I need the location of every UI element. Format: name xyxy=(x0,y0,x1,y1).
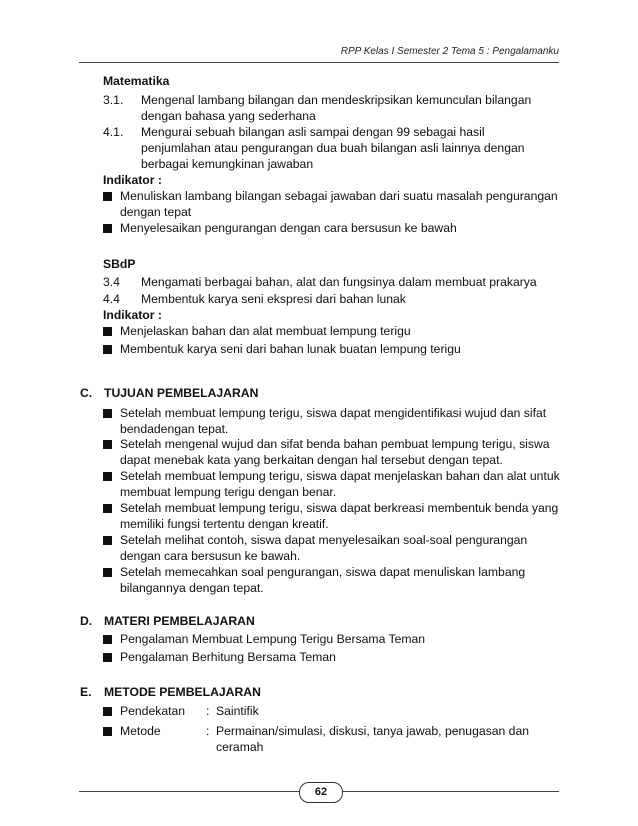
bullet-icon xyxy=(103,635,112,644)
indikator-item: Menuliskan lambang bilangan sebagai jawaban dari suatu masalah pengurangan dengan tepat xyxy=(120,189,558,219)
page-number: 62 xyxy=(299,782,343,803)
bullet-icon xyxy=(103,727,112,736)
indikator-item: Menjelaskan bahan dan alat membuat lempung terigu xyxy=(120,324,411,338)
metode-value: Permainan/simulasi, diskusi, tanya jawab, penugasan dan ceramah xyxy=(216,724,529,754)
section-letter: E. xyxy=(80,685,92,699)
bullet-icon xyxy=(103,504,112,513)
indikator-label: Indikator : xyxy=(103,173,162,187)
tujuan-item: Setelah membuat lempung terigu, siswa dapat mengidentifikasi wujud dan sifat bendadengan tepat. xyxy=(120,406,547,436)
tujuan-item: Setelah membuat lempung terigu, siswa dapat menjelaskan bahan dan alat untuk membuat lempung terigu dengan benar. xyxy=(120,469,560,499)
bullet-icon xyxy=(103,536,112,545)
bullet-icon xyxy=(103,192,112,201)
bullet-icon xyxy=(103,345,112,354)
metode-value: Saintifik xyxy=(216,704,259,718)
section-title: METODE PEMBELAJARAN xyxy=(104,685,261,699)
indikator-item: Membentuk karya seni dari bahan lunak buatan lempung terigu xyxy=(120,342,461,356)
bullet-icon xyxy=(103,224,112,233)
section-letter: D. xyxy=(80,614,93,628)
section-title: MATERI PEMBELAJARAN xyxy=(104,614,255,628)
indikator-item: Menyelesaikan pengurangan dengan cara bersusun ke bawah xyxy=(120,221,457,235)
bullet-icon xyxy=(103,653,112,662)
bullet-icon xyxy=(103,707,112,716)
indikator-label: Indikator : xyxy=(103,308,162,322)
matematika-title: Matematika xyxy=(103,74,170,88)
header-rule xyxy=(79,62,559,63)
tujuan-item: Setelah membuat lempung terigu, siswa dapat berkreasi membentuk benda yang memiliki fungsi tertentu dengan kreatif. xyxy=(120,501,559,531)
kd-text: Membentuk karya seni ekspresi dari bahan lunak xyxy=(141,292,406,306)
sbdp-title: SBdP xyxy=(103,257,136,271)
section-letter: C. xyxy=(80,386,93,400)
kd-text: Mengenal lambang bilangan dan mendeskripsikan kemunculan bilangan dengan bahasa yang sederhana xyxy=(141,93,532,123)
metode-label: Metode xyxy=(120,724,161,738)
section-title: TUJUAN PEMBELAJARAN xyxy=(104,386,259,400)
bullet-icon xyxy=(103,440,112,449)
bullet-icon xyxy=(103,568,112,577)
metode-separator: : xyxy=(206,704,210,718)
bullet-icon xyxy=(103,409,112,418)
kd-number: 4.4 xyxy=(103,292,120,306)
tujuan-item: Setelah melihat contoh, siswa dapat menyelesaikan soal-soal pengurangan dengan cara bersusun ke bawah. xyxy=(120,533,528,563)
tujuan-item: Setelah memecahkan soal pengurangan, siswa dapat menuliskan lambang bilangannya dengan tepat. xyxy=(120,565,526,595)
materi-item: Pengalaman Membuat Lempung Terigu Bersama Teman xyxy=(120,632,426,646)
kd-text: Mengurai sebuah bilangan asli sampai dengan 99 sebagai hasil penjumlahan atau pengurangan dua buah bilangan asli lainnya dengan berbagai kemungkinan jawaban xyxy=(141,125,525,171)
materi-item: Pengalaman Berhitung Bersama Teman xyxy=(120,650,336,664)
bullet-icon xyxy=(103,472,112,481)
kd-number: 4.1. xyxy=(103,125,124,139)
tujuan-item: Setelah mengenal wujud dan sifat benda bahan pembuat lempung terigu, siswa dapat menebak kata yang berkaitan dengan hal tersebut dengan tepat. xyxy=(120,437,550,467)
metode-separator: : xyxy=(206,724,210,738)
bullet-icon xyxy=(103,327,112,336)
kd-number: 3.1. xyxy=(103,93,124,107)
running-header: RPP Kelas I Semester 2 Tema 5 : Pengalamanku xyxy=(340,46,559,57)
kd-text: Mengamati berbagai bahan, alat dan fungsinya dalam membuat prakarya xyxy=(141,275,537,289)
metode-label: Pendekatan xyxy=(120,704,186,718)
kd-number: 3.4 xyxy=(103,275,120,289)
